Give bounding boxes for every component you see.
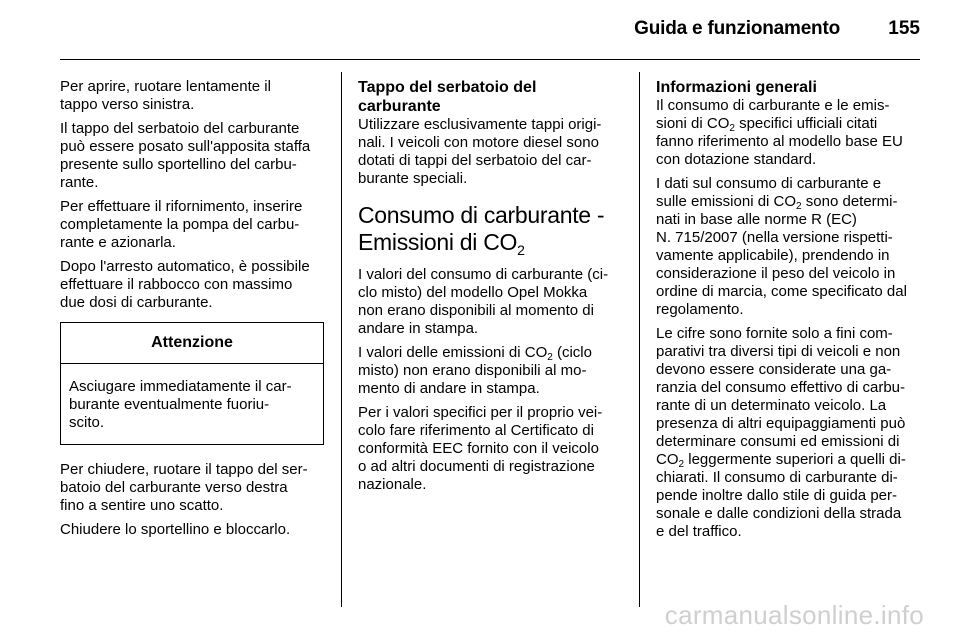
section-heading-fuel-cap: Tappo del serbatoio del carburante [358, 79, 537, 115]
watermark: carmanualsonline.info [664, 600, 924, 630]
paragraph: I valori delle emissioni di $CO_2$ (ciclo misto) non erano disponibili al mo- mento di andare in stampa. [358, 344, 592, 397]
page-number: 155 [888, 18, 920, 39]
paragraph: Utilizzare esclusivamente tappi origi- nali. I veicoli con motore diesel sono dotati di tappi del serbatoio del car- burante speciali. [358, 116, 602, 187]
section-heading-general-info: Informazioni generali [656, 79, 817, 96]
paragraph: Dopo l'arresto automatico, è possibile effettuare il rabbocco con massimo due dosi di carburante. [60, 258, 310, 311]
paragraph: Per aprire, ruotare lentamente il tappo verso sinistra. [60, 78, 271, 113]
column-3 [656, 78, 922, 547]
paragraph: I valori del consumo di carburante (ci- clo misto) del modello Opel Mokka non erano disponibili al momento di andare in stampa. [358, 266, 609, 337]
column-1 [60, 78, 325, 545]
paragraph: Le cifre sono fornite solo a fini com- parativi tra diversi tipi di veicoli e non devono essere considerate una ga- ranzia del consumo effettivo di carbu- rante di un determinato veicolo. La presenza di altri equipaggiamenti può determinare consumi ed emissioni di $CO_2$ leggermente superiori a quelli di- chiarati. Il consumo di carburante di- pende inoltre dallo stile di guida per- sonale e dalle condizioni della strada e del traffico. [656, 325, 906, 540]
paragraph: Il consumo di carburante e le emis- sioni di $CO_2$ specifici ufficiali citati fanno riferimento al modello base EU con dotazione standard. [656, 97, 903, 168]
column-divider [341, 72, 342, 607]
paragraph: I dati sul consumo di carburante e sulle emissioni di $CO_2$ sono determi- nati in base alle norme R (EC) N. 715/2007 (nella versione rispetti- vamente applicabile), prendendo in considerazione il peso del veicolo in ordine di marcia, come specificato dal regolamento. [656, 175, 907, 318]
paragraph: Per i valori specifici per il proprio vei- colo fare riferimento al Certificato di conformità EEC fornito con il veicolo o ad altri documenti di registrazione nazionale. [358, 404, 603, 493]
warning-body: Asciugare immediatamente il car- burante eventualmente fuoriu- scito. [69, 378, 292, 431]
paragraph: Per chiudere, ruotare il tappo del ser- batoio del carburante verso destra fino a sentire uno scatto. [60, 461, 308, 514]
column-divider [639, 72, 640, 607]
header-rule [60, 59, 920, 60]
section-heading-consumption: Consumo di carburante - Emissioni di $CO_2$ [358, 202, 605, 258]
warning-box [60, 322, 324, 445]
header-title: Guida e funzionamento [634, 18, 840, 39]
paragraph: Per effettuare il rifornimento, inserire completamente la pompa del carbu- rante e azionarla. [60, 198, 303, 251]
column-2 [358, 78, 626, 500]
paragraph: Il tappo del serbatoio del carburante può essere posato sull'apposita staffa presente sullo sportellino del carbu- rante. [60, 120, 311, 191]
paragraph: Chiudere lo sportellino e bloccarlo. [60, 521, 291, 538]
warning-title: Attenzione [61, 323, 323, 364]
